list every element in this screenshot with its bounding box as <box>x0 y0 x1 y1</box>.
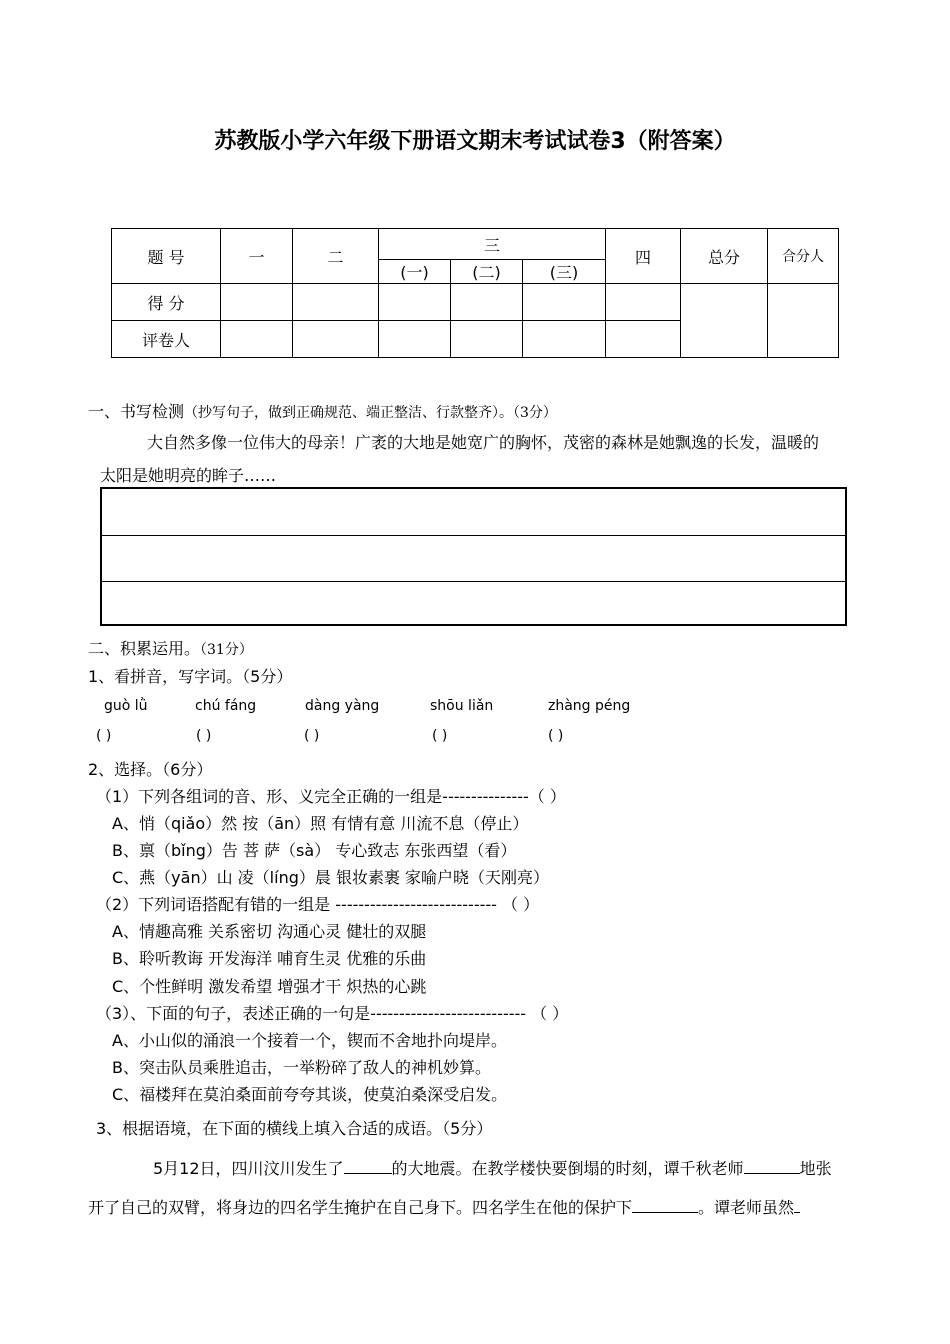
q2-2-c: C、个性鲜明 激发希望 增强才干 炽热的心跳 <box>112 977 427 996</box>
q2-3: （3）、下面的句子，表述正确的一句是--------------------------- （ ） <box>96 1004 569 1023</box>
cell[interactable] <box>523 284 606 321</box>
cell[interactable] <box>221 321 293 358</box>
q2-1-a: A、悄（qiǎo）然 按（ān）照 有情有意 川流不息（停止） <box>112 814 529 833</box>
q2-2-a: A、情趣高雅 关系密切 沟通心灵 健壮的双腿 <box>112 922 427 941</box>
q2-1-c: C、燕（yān）山 凌（líng）晨 银妆素裹 家喻户晓（天刚亮） <box>112 868 550 887</box>
q2-2-b: B、聆听教诲 开发海洋 哺育生灵 优雅的乐曲 <box>112 949 427 968</box>
row-label-grader: 评卷人 <box>112 321 221 358</box>
header-2: 二 <box>293 229 379 284</box>
q3-text: 。谭老师虽然 <box>698 1198 795 1217</box>
writing-line <box>102 535 845 536</box>
header-3-3: (三) <box>523 260 606 284</box>
header-3-2: (二) <box>451 260 523 284</box>
page-title: 苏教版小学六年级下册语文期末考试试卷3（附答案） <box>214 129 736 154</box>
pinyin-5: zhàng péng <box>548 698 631 714</box>
cell[interactable] <box>221 284 293 321</box>
header-1: 一 <box>221 229 293 284</box>
q2-3-c: C、福楼拜在莫泊桑面前夸夸其谈，使莫泊桑深受启发。 <box>112 1085 508 1104</box>
header-total: 总分 <box>681 229 768 284</box>
section1-note: （抄写句子，做到正确规范、端正整洁、行款整齐）。（3分） <box>184 405 557 421</box>
cell[interactable] <box>293 284 379 321</box>
q2-title: 2、选择。（6分） <box>88 760 213 779</box>
q3-text: 地张 <box>799 1159 832 1178</box>
cell[interactable] <box>451 321 523 358</box>
cell-scorer[interactable] <box>768 284 839 358</box>
cell-total[interactable] <box>681 284 768 358</box>
q3-title: 3、根据语境，在下面的横线上填入合适的成语。（5分） <box>96 1119 493 1138</box>
header-tihao: 题 号 <box>112 229 221 284</box>
header-3-1: (一) <box>379 260 451 284</box>
q2-3-a: A、小山似的涌浪一个接着一个，锲而不舍地扑向堤岸。 <box>112 1031 507 1050</box>
section2-heading: 二、积累运用。 <box>88 639 201 658</box>
q2-1-b: B、禀（bǐng）告 菩 萨（sà） 专心致志 东张西望（看） <box>112 841 517 860</box>
header-scorer: 合分人 <box>768 229 839 284</box>
q3-text: 开了自己的双臂，将身边的四名学生掩护在自己身下。四名学生在他的保护下 <box>88 1198 633 1217</box>
q2-2: （2）下列词语搭配有错的一组是 ---------------------------- （ ） <box>96 895 540 914</box>
cell[interactable] <box>606 284 681 321</box>
pinyin-4: shōu liǎn <box>430 698 494 714</box>
fill-blank-3[interactable] <box>632 1198 698 1213</box>
q3-text: 的大地震。在教学楼快要倒塌的时刻，谭千秋老师 <box>391 1159 744 1178</box>
score-table <box>111 228 839 358</box>
writing-line <box>102 581 845 582</box>
header-3: 三 <box>379 229 606 260</box>
answer-paren-1[interactable]: ( ) <box>96 728 112 744</box>
answer-paren-2[interactable]: ( ) <box>196 728 212 744</box>
section1-text-line2: 太阳是她明亮的眸子…… <box>100 466 277 485</box>
cell[interactable] <box>379 284 451 321</box>
q1-title: 1、看拼音，写字词。（5分） <box>88 667 293 686</box>
q2-1: （1）下列各组词的音、形、义完全正确的一组是---------------（ ） <box>96 787 566 806</box>
section1-text-line1: 大自然多像一位伟大的母亲！广袤的大地是她宽广的胸怀，茂密的森林是她飘逸的长发，温暖的 <box>147 433 820 452</box>
fill-blank-2[interactable] <box>744 1159 800 1174</box>
fill-blank-4[interactable] <box>794 1198 800 1213</box>
section2-score: （31分） <box>200 642 253 658</box>
cell[interactable] <box>523 321 606 358</box>
cell[interactable] <box>293 321 379 358</box>
answer-paren-4[interactable]: ( ) <box>432 728 448 744</box>
answer-paren-3[interactable]: ( ) <box>304 728 320 744</box>
pinyin-2: chú fáng <box>195 698 257 714</box>
cell[interactable] <box>379 321 451 358</box>
section1-heading: 一、书写检测 <box>88 402 185 421</box>
cell[interactable] <box>606 321 681 358</box>
pinyin-3: dàng yàng <box>305 698 380 714</box>
fill-blank-1[interactable] <box>344 1159 392 1174</box>
row-label-score: 得 分 <box>112 284 221 321</box>
header-4: 四 <box>606 229 681 284</box>
answer-paren-5[interactable]: ( ) <box>548 728 564 744</box>
pinyin-1: guò lǜ <box>104 698 148 714</box>
q3-text: 5月12日，四川汶川发生了 <box>153 1159 344 1178</box>
writing-box[interactable] <box>100 487 847 626</box>
cell[interactable] <box>451 284 523 321</box>
q2-3-b: B、突击队员乘胜追击，一举粉碎了敌人的神机妙算。 <box>112 1058 491 1077</box>
